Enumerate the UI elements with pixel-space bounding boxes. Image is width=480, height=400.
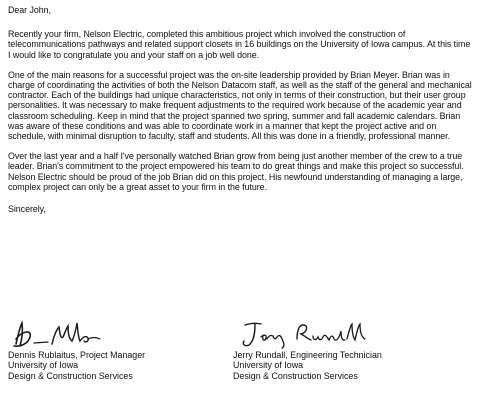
letter-body	[8, 5, 474, 214]
signer-name-title: Jerry Rundall, Engineering Technician	[233, 350, 382, 360]
signer-organization: University of Iowa	[233, 360, 304, 371]
salutation: Dear John,	[8, 5, 51, 15]
signature-text-right	[233, 350, 382, 381]
signature-text-left	[8, 350, 145, 381]
paragraph-leadership: One of the main reasons for a successful project was the on-site leadership provided by Brian Meyer. Brian was in charge of coordinating the activities of both the Nelson Datacom staff, as well as the staff of the general and mechanical contractor. Each of the buildings had unique characteristics, not only in terms of their construction, but their user group personalities. It was necessary to make frequent adjustments to the required work because of the academic year and classroom scheduling. Keep in mind that the project spanned two spring, summer and fall academic calendars. Brian was aware of these conditions and was able to coordinate work in a manner that kept the project active and on schedule, with minimal disruption to faculty, staff and students. All this was done in a friendly, professional manner.	[8, 69, 472, 142]
signer-department: Design & Construction Services	[233, 370, 358, 381]
signature-area	[8, 317, 474, 397]
signature-block-left	[8, 317, 228, 397]
handwritten-signature-right	[233, 317, 433, 351]
paragraph-intro: Recently your firm, Nelson Electric, completed this ambitious project which involved the construction of telecommunications pathways and related support closets in 16 buildings on the University of Iowa campus. At this time I would like to congratulate you and your staff on a job well done.	[8, 29, 471, 60]
signer-organization: University of Iowa	[8, 360, 79, 371]
closing: Sincerely,	[8, 204, 46, 215]
signature-block-right	[233, 317, 453, 397]
paragraph-growth: Over the last year and a half I've personally watched Brian grow from being just another member of the crew to a true leader. Brian's commitment to the project empowered his team to do great things and make this project so successful. Nelson Electric should be proud of the job Brian did on this project. His newfound understanding of managing a large, complex project can only be a great asset to your firm in the future.	[8, 151, 464, 192]
signer-name-title: Dennis Rublaitus, Project Manager	[8, 350, 146, 360]
signer-department: Design & Construction Services	[8, 370, 133, 381]
handwritten-signature-left	[8, 317, 208, 351]
